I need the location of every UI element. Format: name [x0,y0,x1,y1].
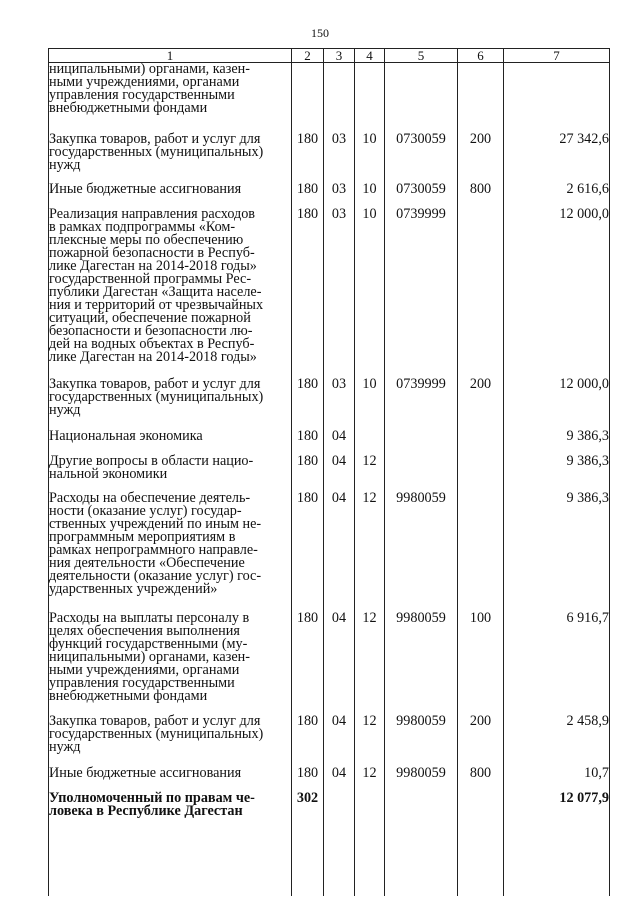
table-row [49,767,610,792]
row-amount: 2 616,6 [504,183,610,208]
row-name: Реализация направления расходов в рамках подпрограммы «Ком- плексные меры по обеспечению пожарной безопасности в Респуб- лике Дагестан на 2014-2018 годы» государственной программы Рес- публики Дагестан «Защита населе- ния и территорий от чрезвычайных ситуаций, обеспечение пожарной безопасности и безопасности лю- дей на водных объектах в Респуб- лике Дагестан на 2014-2018 годы» [49,208,292,378]
page-number: 150 [311,26,329,40]
row-type [458,430,504,455]
row-col-2: 302 [292,792,324,896]
row-col-3: 03 [324,183,355,208]
row-type: 200 [458,715,504,767]
row-amount: 9 386,3 [504,430,610,455]
row-col-3: 04 [324,455,355,492]
row-col-2: 180 [292,133,324,183]
row-name: Закупка товаров, работ и услуг для государственных (муниципальных) нужд [49,378,292,430]
row-col-3: 04 [324,492,355,612]
header-col-5: 5 [385,49,458,63]
row-col-2: 180 [292,767,324,792]
row-code [385,63,458,133]
row-type: 200 [458,378,504,430]
row-name: Расходы на обеспечение деятель- ности (оказание услуг) государ- ственных учреждений по иным не- программным мероприятиям в рамках непрограммного направле- ния деятельности «Обеспечение деятельности (оказание услуг) гос- ударственных учреждений» [49,492,292,612]
table-row [49,455,610,492]
row-col-3: 04 [324,430,355,455]
row-code: 0739999 [385,378,458,430]
row-col-2: 180 [292,455,324,492]
row-type [458,63,504,133]
row-name: Закупка товаров, работ и услуг для государственных (муниципальных) нужд [49,715,292,767]
row-name: Другие вопросы в области нацио- нальной экономики [49,455,292,492]
row-type [458,492,504,612]
row-col-4: 12 [355,455,385,492]
row-amount: 2 458,9 [504,715,610,767]
table-row [49,715,610,767]
row-col-3: 03 [324,378,355,430]
row-amount: 9 386,3 [504,455,610,492]
budget-table [48,48,610,896]
row-col-4: 10 [355,208,385,378]
row-type [458,208,504,378]
row-col-4: 12 [355,767,385,792]
row-col-2: 180 [292,183,324,208]
row-col-3: 03 [324,208,355,378]
table-row [49,208,610,378]
row-col-4 [355,430,385,455]
row-code: 0730059 [385,133,458,183]
row-col-2: 180 [292,612,324,715]
header-col-7: 7 [504,49,610,63]
row-code: 0730059 [385,183,458,208]
table-row [49,492,610,612]
row-col-2: 180 [292,378,324,430]
row-col-2 [292,63,324,133]
header-col-1: 1 [49,49,292,63]
row-amount: 9 386,3 [504,492,610,612]
row-name: Закупка товаров, работ и услуг для государственных (муниципальных) нужд [49,133,292,183]
row-code [385,455,458,492]
row-col-3 [324,792,355,896]
row-name: Иные бюджетные ассигнования [49,767,292,792]
row-type [458,455,504,492]
row-col-3 [324,63,355,133]
row-code: 9980059 [385,767,458,792]
table-row [49,378,610,430]
row-col-3: 04 [324,715,355,767]
row-code: 0739999 [385,208,458,378]
row-type: 800 [458,183,504,208]
row-amount: 6 916,7 [504,612,610,715]
row-name: Национальная экономика [49,430,292,455]
row-code: 9980059 [385,492,458,612]
header-col-6: 6 [458,49,504,63]
header-col-2: 2 [292,49,324,63]
row-col-4: 12 [355,612,385,715]
table-row [49,63,610,133]
row-col-4: 12 [355,492,385,612]
row-col-4: 10 [355,378,385,430]
row-type: 200 [458,133,504,183]
row-name: Расходы на выплаты персоналу в целях обеспечения выполнения функций государственными (му- ниципальными) органами, казен- ными учреждениями, органами управления государственными внебюджетными фондами [49,612,292,715]
row-col-3: 04 [324,767,355,792]
row-name: Уполномоченный по правам че- ловека в Республике Дагестан [49,792,292,896]
row-col-4 [355,63,385,133]
row-code: 9980059 [385,715,458,767]
row-col-4: 12 [355,715,385,767]
row-col-2: 180 [292,208,324,378]
row-code [385,430,458,455]
row-col-2: 180 [292,492,324,612]
row-name: ниципальными) органами, казен- ными учреждениями, органами управления государственными внебюджетными фондами [49,63,292,133]
row-name: Иные бюджетные ассигнования [49,183,292,208]
row-type: 100 [458,612,504,715]
row-col-3: 03 [324,133,355,183]
row-code [385,792,458,896]
table-row [49,183,610,208]
row-col-4: 10 [355,183,385,208]
row-amount: 10,7 [504,767,610,792]
row-col-4: 10 [355,133,385,183]
header-col-3: 3 [324,49,355,63]
row-col-2: 180 [292,715,324,767]
row-amount: 12 000,0 [504,378,610,430]
row-col-4 [355,792,385,896]
row-amount: 12 077,9 [504,792,610,896]
row-type: 800 [458,767,504,792]
header-col-4: 4 [355,49,385,63]
row-code: 9980059 [385,612,458,715]
table-row [49,792,610,896]
table-row [49,612,610,715]
row-amount [504,63,610,133]
row-amount: 12 000,0 [504,208,610,378]
row-col-3: 04 [324,612,355,715]
row-type [458,792,504,896]
row-col-2: 180 [292,430,324,455]
table-row [49,133,610,183]
table-row [49,430,610,455]
row-amount: 27 342,6 [504,133,610,183]
